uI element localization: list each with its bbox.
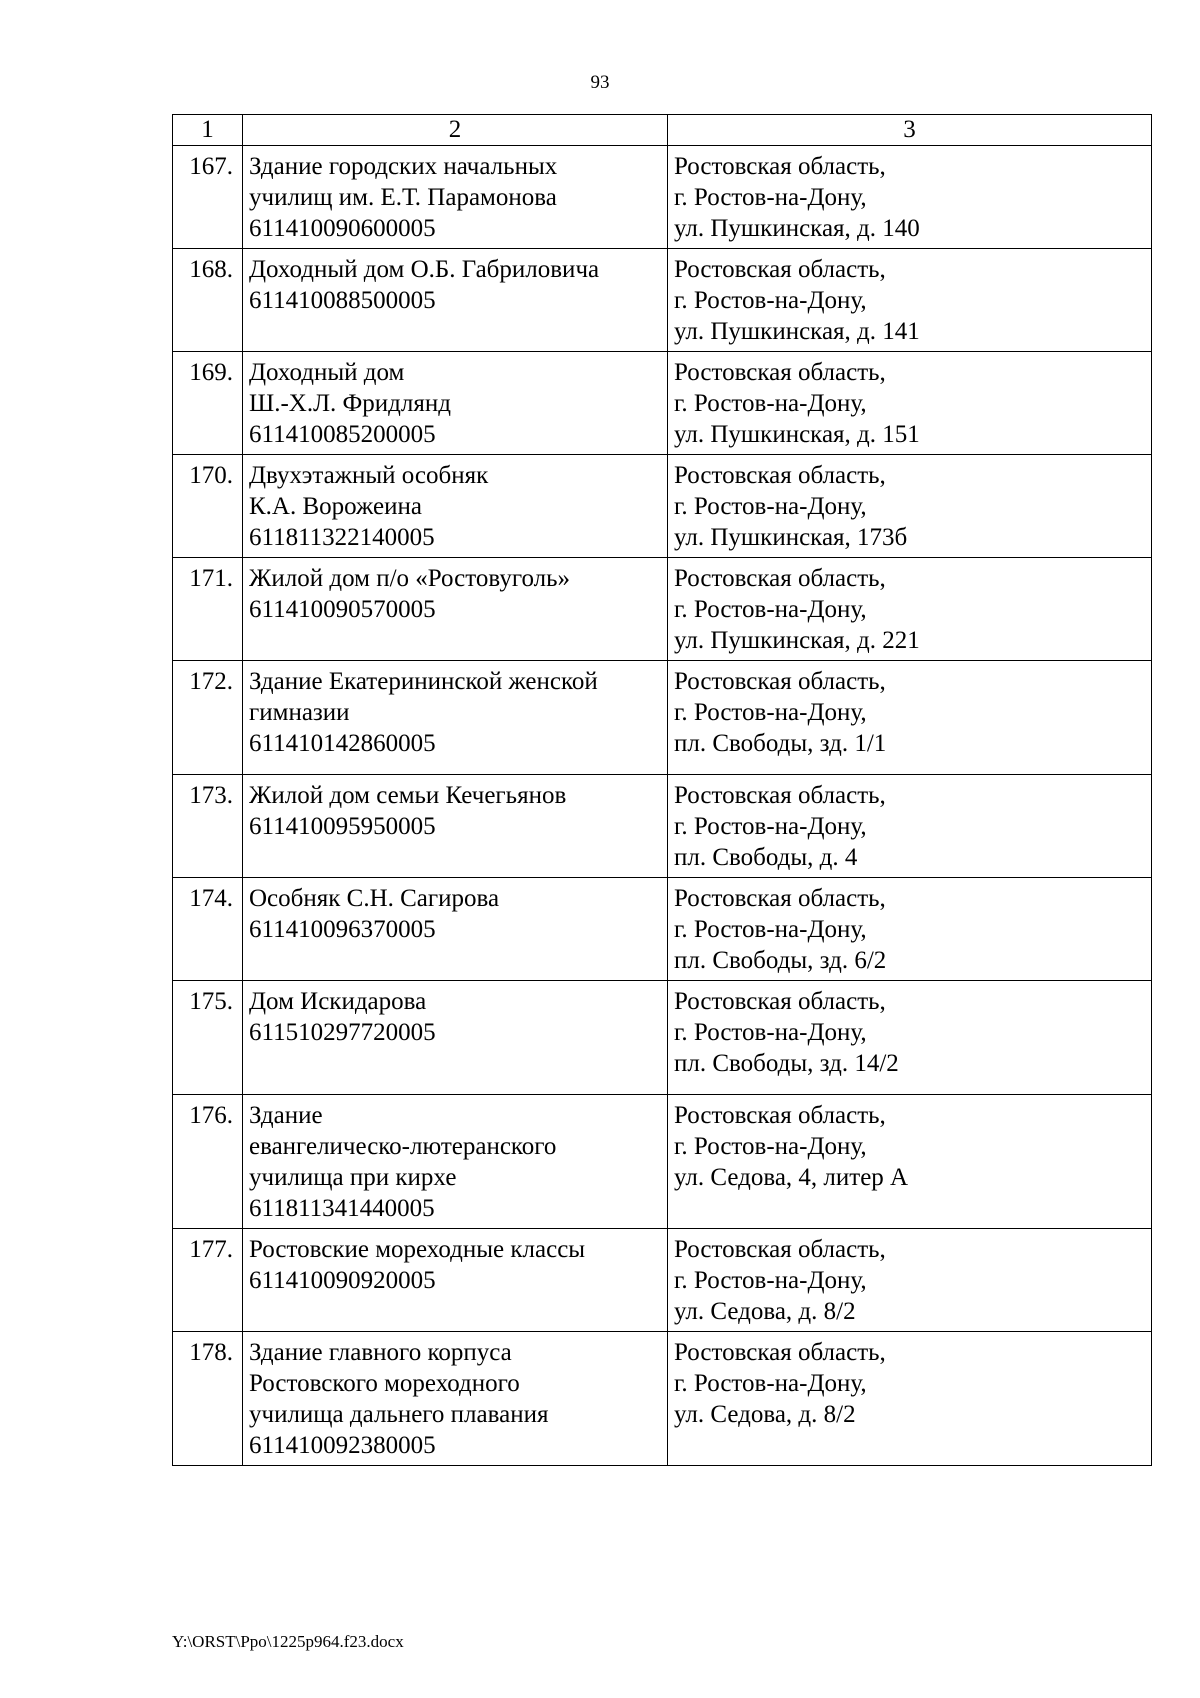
table-row — [173, 455, 1152, 558]
address-cell — [668, 249, 1152, 352]
object-name-line: 611410142860005 — [249, 730, 436, 757]
object-name-cell — [243, 661, 668, 775]
object-name-cell — [243, 1332, 668, 1466]
object-name-line: училищ им. Е.Т. Парамонова — [249, 184, 557, 211]
object-name-line: 611410090920005 — [249, 1267, 436, 1294]
address-line: ул. Пушкинская, 173б — [674, 524, 908, 551]
row-number: 167. — [173, 146, 243, 249]
address-line: ул. Седова, 4, литер А — [674, 1164, 909, 1191]
object-name-cell — [243, 146, 668, 249]
object-name-line: Здание главного корпуса — [249, 1339, 512, 1366]
object-name-line: К.А. Ворожеина — [249, 493, 422, 520]
address-cell — [668, 455, 1152, 558]
object-name-line: 611410090600005 — [249, 215, 436, 242]
object-name-line: училища при кирхе — [249, 1164, 457, 1191]
address-line: Ростовская область, — [674, 782, 886, 809]
address-line: ул. Пушкинская, д. 141 — [674, 318, 920, 345]
address-cell — [668, 775, 1152, 878]
address-line: г. Ростов-на-Дону, — [674, 1267, 867, 1294]
row-number: 172. — [173, 661, 243, 775]
object-name-line: Жилой дом семьи Кечегьянов — [249, 782, 567, 809]
address-line: г. Ростов-на-Дону, — [674, 813, 867, 840]
address-line: Ростовская область, — [674, 988, 886, 1015]
row-number: 176. — [173, 1095, 243, 1229]
object-name-line: училища дальнего плавания — [249, 1401, 549, 1428]
object-name-cell — [243, 1095, 668, 1229]
object-name-line: 611410085200005 — [249, 421, 436, 448]
address-line: г. Ростов-на-Дону, — [674, 1019, 867, 1046]
table-row — [173, 1095, 1152, 1229]
object-name-line: Доходный дом — [249, 359, 405, 386]
object-name-line: евангелическо-лютеранского — [249, 1133, 557, 1160]
column-header-2: 2 — [243, 115, 668, 146]
address-line: Ростовская область, — [674, 1339, 886, 1366]
address-line: ул. Седова, д. 8/2 — [674, 1401, 856, 1428]
address-line: ул. Седова, д. 8/2 — [674, 1298, 856, 1325]
address-line: Ростовская область, — [674, 1236, 886, 1263]
row-number: 174. — [173, 878, 243, 981]
table-row — [173, 1229, 1152, 1332]
address-line: г. Ростов-на-Дону, — [674, 493, 867, 520]
table-row — [173, 1332, 1152, 1466]
object-name-line: 611410090570005 — [249, 596, 436, 623]
object-name-cell — [243, 249, 668, 352]
address-line: Ростовская область, — [674, 1102, 886, 1129]
address-cell — [668, 1229, 1152, 1332]
column-header-1: 1 — [173, 115, 243, 146]
address-line: пл. Свободы, зд. 6/2 — [674, 947, 887, 974]
object-name-line: 611410088500005 — [249, 287, 436, 314]
table-row — [173, 661, 1152, 775]
address-line: пл. Свободы, д. 4 — [674, 844, 858, 871]
address-line: г. Ростов-на-Дону, — [674, 596, 867, 623]
address-line: г. Ростов-на-Дону, — [674, 1370, 867, 1397]
address-line: г. Ростов-на-Дону, — [674, 184, 867, 211]
address-line: г. Ростов-на-Дону, — [674, 1133, 867, 1160]
heritage-registry-table — [172, 114, 1152, 1466]
column-header-3: 3 — [668, 115, 1152, 146]
table-row — [173, 558, 1152, 661]
address-line: Ростовская область, — [674, 256, 886, 283]
table-row — [173, 878, 1152, 981]
object-name-line: Дом Искидарова — [249, 988, 427, 1015]
address-cell — [668, 558, 1152, 661]
object-name-line: Здание Екатерининской женской — [249, 668, 598, 695]
address-cell — [668, 1095, 1152, 1229]
address-line: ул. Пушкинская, д. 151 — [674, 421, 920, 448]
page-number: 93 — [590, 72, 610, 93]
object-name-line: 611410096370005 — [249, 916, 436, 943]
address-cell — [668, 661, 1152, 775]
row-number: 175. — [173, 981, 243, 1095]
table-row — [173, 352, 1152, 455]
object-name-cell — [243, 1229, 668, 1332]
object-name-line: 611811322140005 — [249, 524, 435, 551]
object-name-cell — [243, 981, 668, 1095]
address-line: Ростовская область, — [674, 885, 886, 912]
address-line: пл. Свободы, зд. 1/1 — [674, 730, 887, 757]
address-cell — [668, 981, 1152, 1095]
object-name-cell — [243, 878, 668, 981]
object-name-cell — [243, 775, 668, 878]
address-line: Ростовская область, — [674, 462, 886, 489]
object-name-line: Здание — [249, 1102, 323, 1129]
object-name-line: 611811341440005 — [249, 1195, 435, 1222]
object-name-line: Двухэтажный особняк — [249, 462, 489, 489]
table-row — [173, 249, 1152, 352]
object-name-line: Ростовского мореходного — [249, 1370, 520, 1397]
row-number: 178. — [173, 1332, 243, 1466]
address-line: г. Ростов-на-Дону, — [674, 287, 867, 314]
row-number: 168. — [173, 249, 243, 352]
object-name-cell — [243, 558, 668, 661]
address-cell — [668, 878, 1152, 981]
object-name-line: 611410095950005 — [249, 813, 436, 840]
object-name-line: 611410092380005 — [249, 1432, 436, 1459]
object-name-cell — [243, 455, 668, 558]
row-number: 169. — [173, 352, 243, 455]
object-name-line: Особняк С.Н. Сагирова — [249, 885, 500, 912]
address-line: г. Ростов-на-Дону, — [674, 699, 867, 726]
table-header-row — [173, 115, 1152, 146]
address-line: ул. Пушкинская, д. 140 — [674, 215, 920, 242]
row-number: 173. — [173, 775, 243, 878]
address-line: г. Ростов-на-Дону, — [674, 916, 867, 943]
address-line: Ростовская область, — [674, 359, 886, 386]
address-line: ул. Пушкинская, д. 221 — [674, 627, 920, 654]
address-line: г. Ростов-на-Дону, — [674, 390, 867, 417]
object-name-line: Жилой дом п/о «Ростовуголь» — [249, 565, 570, 592]
row-number: 177. — [173, 1229, 243, 1332]
table-row — [173, 775, 1152, 878]
object-name-cell — [243, 352, 668, 455]
object-name-line: гимназии — [249, 699, 350, 726]
address-cell — [668, 1332, 1152, 1466]
address-cell — [668, 146, 1152, 249]
table-row — [173, 146, 1152, 249]
object-name-line: Ростовские мореходные классы — [249, 1236, 586, 1263]
row-number: 170. — [173, 455, 243, 558]
address-line: пл. Свободы, зд. 14/2 — [674, 1050, 899, 1077]
object-name-line: Здание городских начальных — [249, 153, 558, 180]
address-cell — [668, 352, 1152, 455]
address-line: Ростовская область, — [674, 668, 886, 695]
file-path-footer: Y:\ORST\Ppo\1225p964.f23.docx — [172, 1632, 404, 1651]
row-number: 171. — [173, 558, 243, 661]
address-line: Ростовская область, — [674, 565, 886, 592]
object-name-line: Ш.-Х.Л. Фридлянд — [249, 390, 451, 417]
object-name-line: 611510297720005 — [249, 1019, 436, 1046]
object-name-line: Доходный дом О.Б. Габриловича — [249, 256, 600, 283]
address-line: Ростовская область, — [674, 153, 886, 180]
table-row — [173, 981, 1152, 1095]
